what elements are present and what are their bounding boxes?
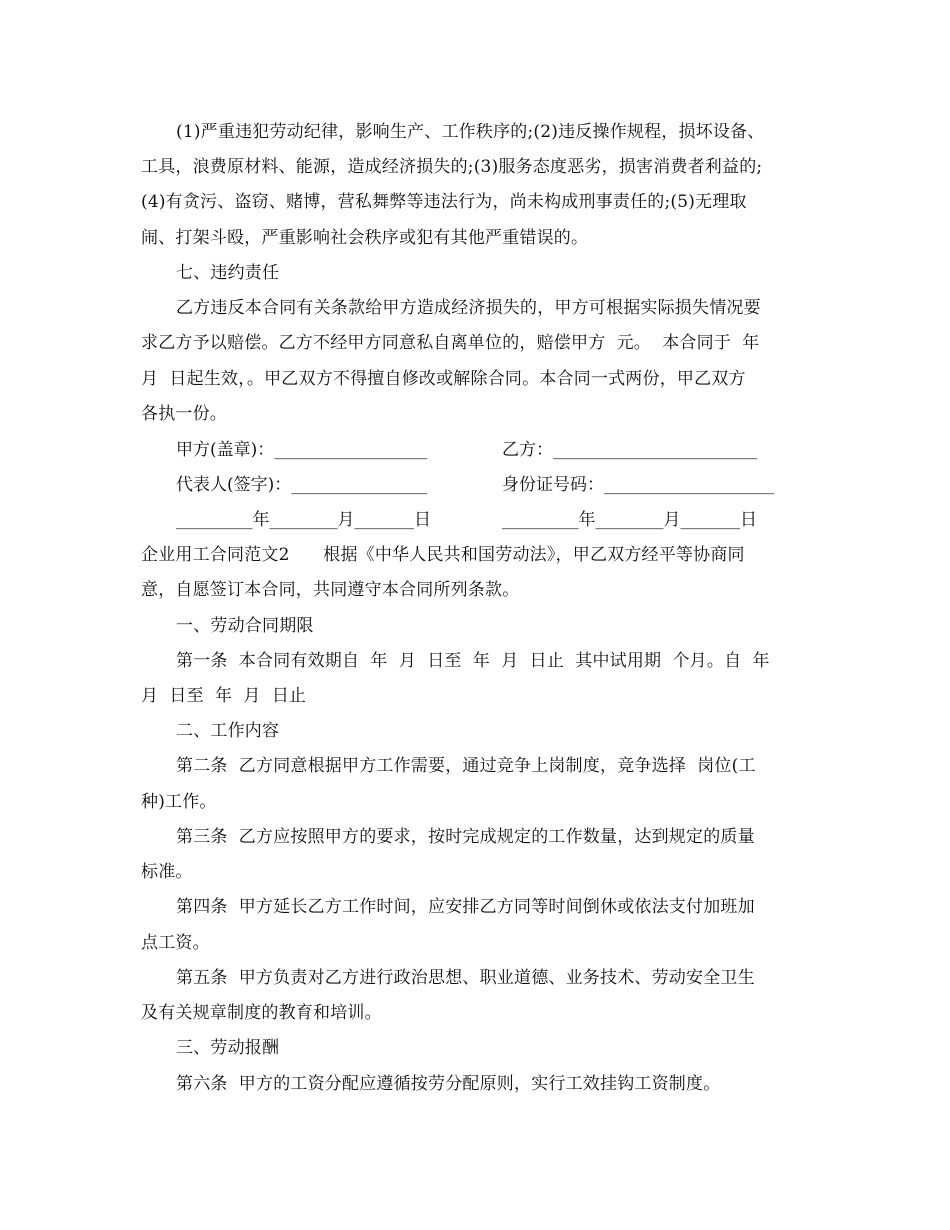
section-heading: 二、工作内容 (176, 721, 280, 741)
paragraph-line: 月 日至 年 月 日止 (141, 686, 307, 706)
paragraph-line: 意，自愿签订本合同，共同遵守本合同所列条款。 (141, 580, 520, 600)
paragraph-line: 乙方违反本合同有关条款给甲方造成经济损失的，甲方可根据实际损失情况要 (176, 298, 761, 318)
id-number-field: 身份证号码：____________________ (502, 475, 774, 495)
paragraph-line: 第六条 甲方的工资分配应遵循按劳分配原则，实行工效挂钩工资制度。 (176, 1074, 721, 1094)
representative-signature-field: 代表人(签字)：________________ (176, 475, 428, 495)
paragraph-line: 各执一份。 (141, 404, 227, 424)
paragraph-line: 月 日起生效，。甲乙双方不得擅自修改或解除合同。本合同一式两份，甲乙双方 (141, 369, 746, 389)
paragraph-line: (4)有贪污、盗窃、赌博，营私舞弊等违法行为，尚未构成刑事责任的;(5)无理取 (141, 192, 747, 212)
paragraph-line: 第一条 本合同有效期自 年 月 日至 年 月 日止 其中试用期 个月。自 年 (176, 651, 770, 671)
party-b-date-field: _________年________月_______日 (502, 510, 757, 530)
section-heading: 三、劳动报酬 (176, 1038, 280, 1058)
party-a-date-field: _________年________月_______日 (176, 510, 431, 530)
party-a-seal-field: 甲方(盖章)：__________________ (176, 440, 428, 460)
paragraph-line: 第四条 甲方延长乙方工作时间，应安排乙方同等时间倒休或依法支付加班加 (176, 897, 755, 917)
paragraph-line: 种)工作。 (141, 792, 217, 812)
paragraph-line: 标准。 (141, 862, 193, 882)
paragraph-line: (1)严重违犯劳动纪律，影响生产、工作秩序的;(2)违反操作规程，损坏设备、 (176, 122, 765, 142)
paragraph-line: 第五条 甲方负责对乙方进行政治思想、职业道德、业务技术、劳动安全卫生 (176, 968, 755, 988)
paragraph-line: 闹、打架斗殴，严重影响社会秩序或犯有其他严重错误的。 (141, 228, 589, 248)
section-heading: 一、劳动合同期限 (176, 616, 314, 636)
paragraph-line: 求乙方予以赔偿。乙方不经甲方同意私自离单位的，赔偿甲方 元。 本合同于 年 (141, 333, 760, 353)
paragraph-line: 点工资。 (141, 933, 210, 953)
paragraph-line: 及有关规章制度的教育和培训。 (141, 1003, 382, 1023)
party-b-field: 乙方：________________________ (502, 440, 757, 460)
paragraph-line: 第二条 乙方同意根据甲方工作需要，通过竞争上岗制度，竞争选择 岗位(工 (176, 756, 756, 776)
paragraph-line: 企业用工合同范文2 根据《中华人民共和国劳动法》，甲乙双方经平等协商同 (141, 545, 745, 565)
paragraph-line: 第三条 乙方应按照甲方的要求，按时完成规定的工作数量，达到规定的质量 (176, 827, 755, 847)
section-heading: 七、违约责任 (176, 263, 280, 283)
paragraph-line: 工具，浪费原材料、能源，造成经济损失的;(3)服务态度恶劣，损害消费者利益的; (141, 157, 763, 177)
